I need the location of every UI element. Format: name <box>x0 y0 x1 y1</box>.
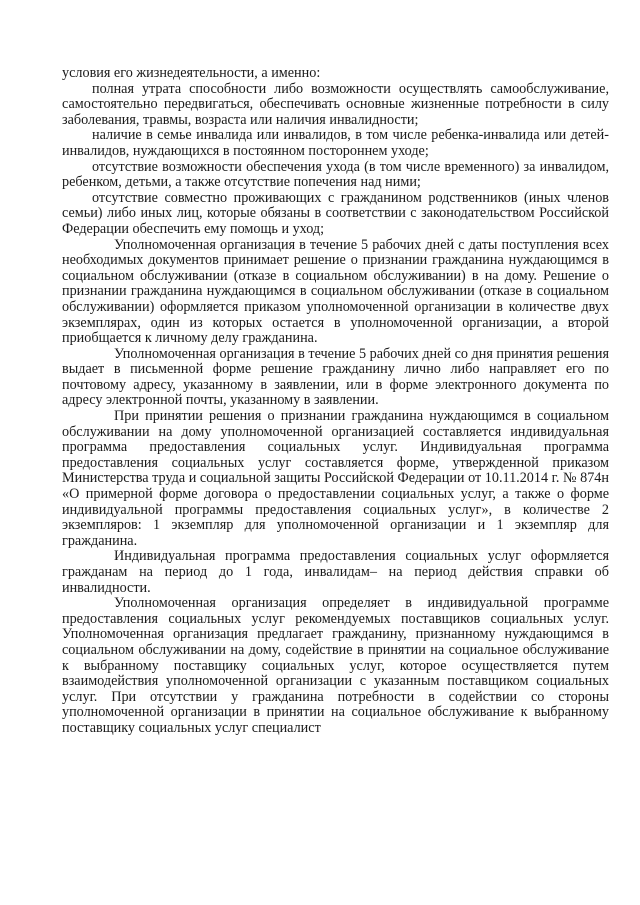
paragraph-intro: условия его жизнедеятельности, а именно: <box>62 65 321 81</box>
paragraph-decision: Уполномоченная организация в течение 5 рабочих дней с даты поступления всех необходимых документов принимает решение о признании гражданина нуждающимся в социальном обслуживании (отказе в социальном обслуживании) в на дому. Решение о признании гражданина нуждающимся в социальном обслуживании (отказе в социальном обслуживании) оформляется приказом уполномоченной организации в количестве двух экземплярах, один из которых остается в уполномоченной организации, а второй приобщается к личному делу гражданина. <box>62 236 609 347</box>
paragraph-program-period: Индивидуальная программа предоставления социальных услуг оформляется гражданам на период до 1 года, инвалидам– на период действия справки об инвалидности. <box>62 548 609 596</box>
paragraph-notification: Уполномоченная организация в течение 5 рабочих дней со дня принятия решения выдает в письменной форме решение гражданину лично либо направляет его по почтовому адресу, указанному в заявлении, или в форме электронного документа по адресу электронной почты, указанному в заявлении. <box>62 345 609 409</box>
document-body <box>62 66 609 737</box>
paragraph-condition-disabled-family: наличие в семье инвалида или инвалидов, в том числе ребенка-инвалида или детей-инвалидов, нуждающихся в постоянном постороннем уходе; <box>62 127 609 159</box>
paragraph-condition-no-care: отсутствие возможности обеспечения ухода (в том числе временного) за инвалидом, ребенком, детьми, а также отсутствие попечения над ними; <box>62 158 609 191</box>
paragraph-condition-no-relatives: отсутствие совместно проживающих с гражданином родственников (иных членов семьи) либо иных лиц, которые обязаны в соответствии с законодательством Российской Федерации обеспечить ему помощь и уход; <box>62 189 609 237</box>
paragraph-individual-program: При принятии решения о признании гражданина нуждающимся в социальном обслуживании на дому уполномоченной организацией составляется индивидуальная программа предоставления социальных услуг. Индивидуальная программа предоставления социальных услуг составляется форме, утвержденной приказом Министерства труда и социальной защиты Российской Федерации от 10.11.2014 г. № 874н «О примерной форме договора о предоставлении социальных услуг, а также о форме индивидуальной программы предоставления социальных услуг», в количестве 2 экземпляров: 1 экземпляр для уполномоченной организации и 1 экземпляр для гражданина. <box>62 408 609 549</box>
paragraph-condition-self-care: полная утрата способности либо возможности осуществлять самообслуживание, самостоятельно передвигаться, обеспечивать основные жизненные потребности в силу заболевания, травмы, возраста или наличия инвалидности; <box>62 80 609 128</box>
paragraph-providers: Уполномоченная организация определяет в индивидуальной программе предоставления социальных услуг рекомендуемых поставщиков социальных услуг. Уполномоченная организация предлагает гражданину, признанному нуждающимся в социальном обслуживании на дому, содействие в принятии на социальное обслуживание к выбранному поставщику социальных услуг, которое осуществляется путем взаимодействия уполномоченной организации с указанным поставщиком социальных услуг. При отсутствии у гражданина потребности в содействии со стороны уполномоченной организации в принятии на социальное обслуживание к выбранному поставщику социальных услуг специалист <box>62 595 609 736</box>
